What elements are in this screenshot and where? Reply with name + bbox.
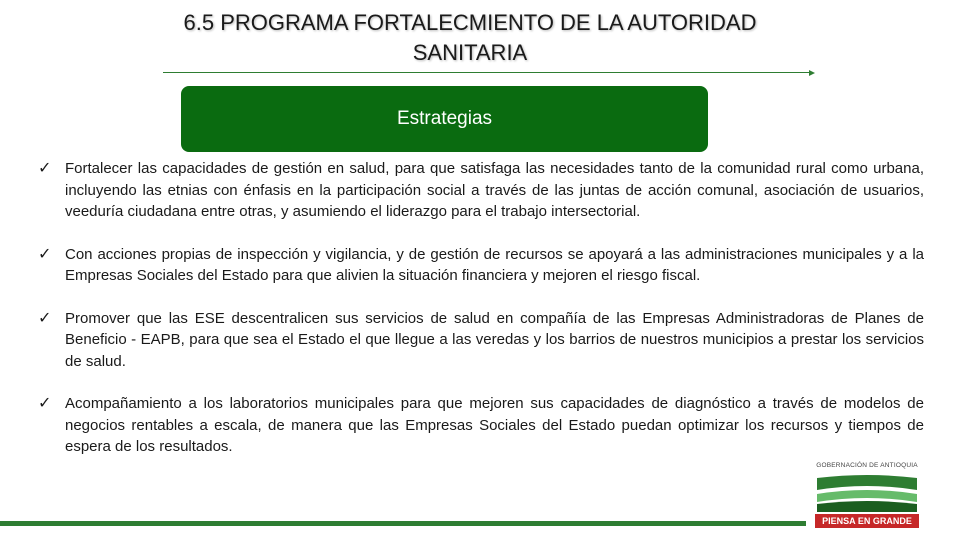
strategy-item-4 (38, 393, 924, 458)
strategy-item-2 (38, 244, 924, 287)
strategy-item-text: Acompañamiento a los laboratorios municipales para que mejoren sus capacidades de diagnóstico a través de modelos de negocios rentables a escala, de manera que las Empresas Sociales del Estado puedan optimizar los recursos y tiempos de espera de los resultados. (65, 395, 924, 455)
gobernacion-antioquia-logo (813, 458, 921, 530)
strategies-label: Estrategias (396, 108, 493, 129)
checkmark-icon: ✓ (38, 245, 52, 263)
logo-top-text: GOBERNACIÓN DE ANTIOQUIA (816, 462, 918, 469)
strategy-item-3 (38, 308, 924, 373)
strategy-item-1 (38, 158, 924, 223)
strategies-header-box (181, 86, 708, 152)
strategy-list (38, 158, 924, 479)
strategy-item-text: Fortalecer las capacidades de gestión en salud, para que satisfaga las necesidades tanto de la comunidad rural como urbana, incluyendo las etnias con énfasis en la participación social a través de las juntas de acción comunal, asociación de usuarios, veeduría ciudadana entre otras, y asumiendo el liderazgo para el trabajo intersectorial. (65, 160, 924, 220)
slide-title-line-2: SANITARIA (412, 40, 528, 65)
footer-bar (0, 521, 806, 526)
title-underline-arrowhead (809, 70, 815, 76)
slide-title-line-1: 6.5 PROGRAMA FORTALECMIENTO DE LA AUTORIDAD (183, 10, 757, 35)
antioquia-flag-icon (817, 472, 917, 512)
checkmark-icon: ✓ (38, 395, 52, 412)
title-underline (163, 72, 811, 73)
strategy-item-text: Con acciones propias de inspección y vigilancia, y de gestión de recursos se apoyará a las administraciones municipales y a la Empresas Sociales del Estado para que alivien la situación financiera y mejoren el riesgo fiscal. (65, 245, 924, 284)
strategy-item-text: Promover que las ESE descentralicen sus servicios de salud en compañía de las Empresas Administradoras de Planes de Beneficio - EAPB, para que sea el Estado el que llegue a las veredas y los barrios de nuestros municipios a prestar los servicios de salud. (65, 309, 924, 370)
checkmark-icon: ✓ (38, 309, 52, 327)
slide-title (0, 8, 940, 68)
checkmark-icon: ✓ (38, 160, 52, 177)
logo-banner: PIENSA EN GRANDE (815, 514, 919, 528)
